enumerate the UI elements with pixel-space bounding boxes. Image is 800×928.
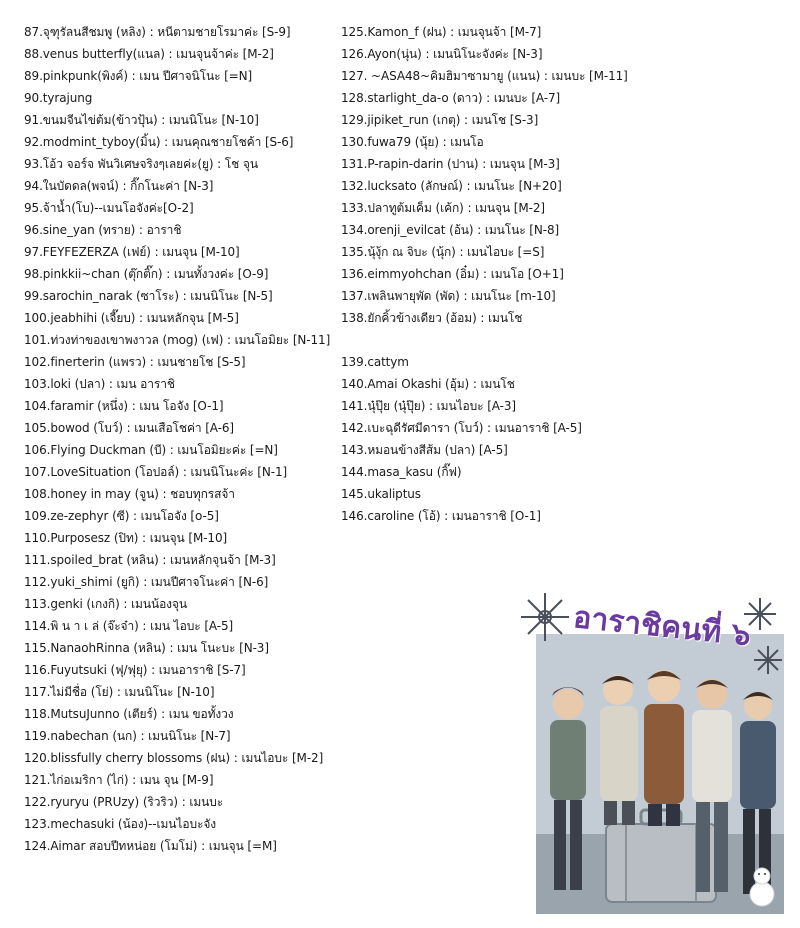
list-item: 141.นุ๋ปุ๊ย (นุ๋ปุ๊ย) : เมนไอบะ [A-3] bbox=[341, 399, 516, 413]
list-item: 87.จุฑุรัลนสีชมพู (หลิง) : หนีตามชายโรมาค่ะ [S-9] bbox=[24, 25, 291, 39]
list-item: 127. ~ASA48~คิมฮิมาซามายู (แนน) : เมนบะ [M-11] bbox=[341, 69, 628, 83]
list-item: 145.ukaliptus bbox=[341, 487, 421, 501]
list-item: 100.jeabhihi (เจี๊ยบ) : เมนหลักจุน [M-5] bbox=[24, 311, 239, 325]
list-item: 144.masa_kasu (กิ๊ฟ) bbox=[341, 465, 462, 479]
list-item: 111.spoiled_brat (หลิน) : เมนหลักจุนจ้า [M-3] bbox=[24, 553, 276, 567]
list-item: 124.Aimar สอบปีทหน่อย (โมโม่) : เมนจุน [=M] bbox=[24, 839, 277, 853]
list-item: 102.finerterin (แพรว) : เมนชายโช [S-5] bbox=[24, 355, 246, 369]
list-item: 139.cattym bbox=[341, 355, 409, 369]
list-item: 116.Fuyutsuki (ฟุ/ฟุยุ) : เมนอาราชิ [S-7] bbox=[24, 663, 246, 677]
list-item: 90.tyrajung bbox=[24, 91, 93, 105]
list-item: 140.Amai Okashi (อุ้ม) : เมนโช bbox=[341, 377, 515, 391]
list-item: 92.modmint_tyboy(มิ้น) : เมนคุณชายโชค้า [S-6] bbox=[24, 135, 294, 149]
list-item: 117.ไม่มีชื่อ (โย่) : เมนนิโนะ [N-10] bbox=[24, 685, 215, 699]
list-item: 91.ขนมจีนไข่ต้ม(ข้าวปุ้น) : เมนนิโนะ [N-10] bbox=[24, 113, 259, 127]
list-item: 142.เบะฉุดีรัศมีดารา (โบว์) : เมนอาราชิ [A-5] bbox=[341, 421, 582, 435]
list-item: 107.LoveSituation (โอปอล์) : เมนนิโนะค่ะ [N-1] bbox=[24, 465, 288, 479]
list-item: 97.FEYFEZERZA (เฟย์) : เมนจุน [M-10] bbox=[24, 245, 240, 259]
list-item: 128.starlight_da-o (ดาว) : เมนบะ [A-7] bbox=[341, 91, 561, 105]
list-item: 133.ปลาทูต้มเค็ม (เค้ก) : เมนจุน [M-2] bbox=[341, 201, 545, 215]
list-item: 106.Flying Duckman (บี) : เมนโอมิยะค่ะ [=N] bbox=[24, 443, 278, 457]
list-item: 129.jipiket_run (เกตุ) : เมนโช [S-3] bbox=[341, 113, 539, 127]
list-item: 105.bowod (โบว์) : เมนเสือโชค่า [A-6] bbox=[24, 421, 234, 435]
list-item: 96.sine_yan (ทราย) : อาราชิ bbox=[24, 223, 182, 237]
snowflake-icon bbox=[518, 590, 572, 644]
list-item: 120.blissfully cherry blossoms (ฝน) : เมนไอบะ [M-2] bbox=[24, 751, 324, 765]
list-item: 143.หมอนข้างสีส้ม (ปลา) [A-5] bbox=[341, 443, 508, 457]
list-item: 114.พิ น า เ ล่ (จ๊ะจ๋า) : เมน ไอบะ [A-5] bbox=[24, 619, 234, 633]
list-item: 138.ยักคิ้วข้างเดียว (อ้อม) : เมนโช bbox=[341, 311, 523, 325]
list-item: 125.Kamon_f (ฝน) : เมนจุนจ้า [M-7] bbox=[341, 25, 542, 39]
list-item: 99.sarochin_narak (ซาโระ) : เมนนิโนะ [N-5] bbox=[24, 289, 273, 303]
list-item: 93.โอ้ว จอร์จ พันวิเศษจริงๆเลยค่ะ(ยู) : โช จุน bbox=[24, 157, 258, 171]
list-item: 132.lucksato (ลักษณ์) : เมนโนะ [N+20] bbox=[341, 179, 562, 193]
list-item: 134.orenji_evilcat (อ้น) : เมนโนะ [N-8] bbox=[341, 223, 560, 237]
list-item: 115.NanaohRinna (หลิน) : เมน โนะบะ [N-3] bbox=[24, 641, 269, 655]
list-item: 98.pinkkii~chan (ตุ๊กติ๊ก) : เมนทั้งวงค่ะ [O-9] bbox=[24, 267, 269, 281]
list-item: 94.ในบัดดล(พจน์) : กิ๊กโนะค่า [N-3] bbox=[24, 179, 214, 193]
list-item: 137.เพลินพายุพัด (พัด) : เมนโนะ [m-10] bbox=[341, 289, 556, 303]
group-photo-card bbox=[518, 590, 784, 912]
snowflake-icon bbox=[752, 644, 784, 676]
list-item: 123.mechasuki (น้อง)--เมนไอบะจัง bbox=[24, 817, 217, 831]
list-item: 88.venus butterfly(แนล) : เมนจุนจ้าค่ะ [M-2] bbox=[24, 47, 274, 61]
list-gap bbox=[341, 329, 781, 351]
list-item: 109.ze-zephyr (ซี) : เมนโอจัง [o-5] bbox=[24, 509, 219, 523]
list-item: 104.faramir (หนึ่ง) : เมน โอจัง [O-1] bbox=[24, 399, 224, 413]
list-item: 118.MutsuJunno (เตียร์) : เมน ขอทั้งวง bbox=[24, 707, 234, 721]
list-item: 126.Ayon(นุ่น) : เมนนิโนะจังค่ะ [N-3] bbox=[341, 47, 543, 61]
list-item: 108.honey in may (จูน) : ชอบทุกรสจ้า bbox=[24, 487, 235, 501]
list-item: 131.P-rapin-darin (ปาน) : เมนจุน [M-3] bbox=[341, 157, 560, 171]
list-item: 103.loki (ปลา) : เมน อาราชิ bbox=[24, 377, 175, 391]
list-item: 112.yuki_shimi (ยูกิ) : เมนปีศาจโนะค่า [N-6] bbox=[24, 575, 269, 589]
list-item: 121.ไก่อเมริกา (ไก่) : เมน จุน [M-9] bbox=[24, 773, 214, 787]
group-photo-illustration bbox=[536, 634, 784, 914]
list-item: 110.Purposesz (ปิท) : เมนจุน [M-10] bbox=[24, 531, 228, 545]
photo-title: อาราชิคนที่ ๖ bbox=[571, 599, 753, 654]
member-list-right bbox=[341, 21, 781, 527]
list-item: 146.caroline (โอ้) : เมนอาราชิ [O-1] bbox=[341, 509, 541, 523]
list-item: 101.ท่วงท่าของเขาพงาวล (mog) (เฟ) : เมนโอมิยะ [N-11] bbox=[24, 333, 331, 347]
list-item: 130.fuwa79 (นุ้ย) : เมนโอ bbox=[341, 135, 484, 149]
list-item: 122.ryuryu (PRUzy) (ริวริว) : เมนบะ bbox=[24, 795, 224, 809]
list-item: 119.nabechan (นก) : เมนนิโนะ [N-7] bbox=[24, 729, 231, 743]
list-item: 113.genki (เกงกิ) : เมนน้องจุน bbox=[24, 597, 187, 611]
group-photo bbox=[536, 634, 784, 914]
list-item: 136.eimmyohchan (อิ๋ม) : เมนโอ [O+1] bbox=[341, 267, 564, 281]
list-item: 95.จ้าน้ำ(โบ)--เมนโอจังค่ะ[O-2] bbox=[24, 201, 194, 215]
list-item: 89.pinkpunk(พิงค์) : เมน ปีศาจนิโนะ [=N] bbox=[24, 69, 253, 83]
list-item: 135.นุ้งุ้ก ณ จิบะ (นุ้ก) : เมนไอบะ [=S] bbox=[341, 245, 545, 259]
member-list-left bbox=[24, 21, 342, 857]
